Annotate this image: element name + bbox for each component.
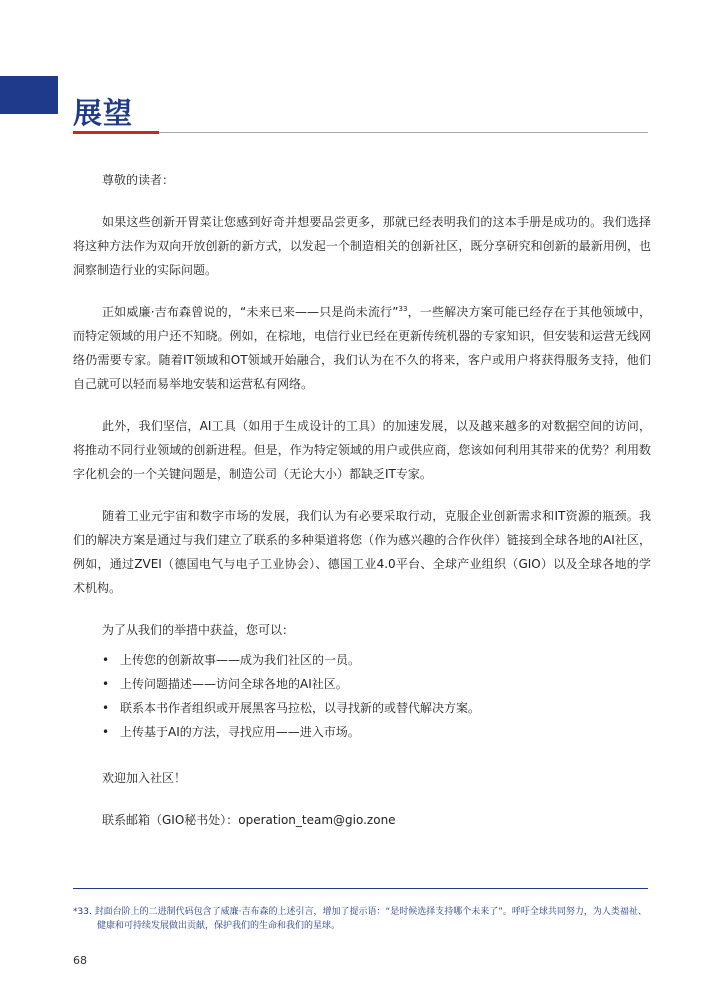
list-item-text: 上传基于AI的方法，寻找应用——进入市场。 bbox=[120, 725, 360, 739]
paragraph-2-rest-text: ，一些解决方案可能已经存在于其他领域中，而特定领域的用户还不知晓。例如，在棕地，电信行业已经在更新传统机器的专家知识，但安装和运营无线网络仍需要专家。随着IT领域和OT领域开始融合，我们认为在不久的将来，客户或用户将获得服务支持，他们自己就可以轻而易举地安装和运营私有网络。 bbox=[73, 305, 651, 391]
list-item bbox=[73, 672, 651, 696]
body-content bbox=[73, 168, 651, 850]
benefit-list bbox=[73, 648, 651, 744]
paragraph-1: 如果这些创新开胃菜让您感到好奇并想要品尝更多，那就已经表明我们的这本手册是成功的。我们选择将这种方法作为双向开放创新的新方式，以发起一个制造相关的创新社区，既分享研究和创新的最新用例，也洞察制造行业的实际问题。 bbox=[73, 215, 651, 277]
bullet-icon: • bbox=[102, 653, 110, 667]
paragraph-2-quote-text: 正如威廉·吉布森曾说的，“未来已来——只是尚未流行” bbox=[102, 305, 399, 319]
title-divider-accent bbox=[73, 131, 159, 134]
bullet-icon: • bbox=[102, 725, 110, 739]
title-divider bbox=[73, 132, 648, 133]
list-item-text: 上传您的创新故事——成为我们社区的一员。 bbox=[120, 653, 361, 667]
footnote-divider bbox=[73, 888, 648, 889]
list-item-text: 上传问题描述——访问全球各地的AI社区。 bbox=[120, 677, 348, 691]
header-accent-block bbox=[0, 76, 58, 114]
paragraph-4: 随着工业元宇宙和数字市场的发展，我们认为有必要采取行动，克服企业创新需求和IT资源的瓶颈。我们的解决方案是通过与我们建立了联系的多种渠道将您（作为感兴趣的合作伙伴）链接到全球各地的AI社区，例如，通过ZVEI（德国电气与电子工业协会）、德国工业4.0平台、全球产业组织（GIO）以及全球各地的学术机构。 bbox=[73, 509, 651, 595]
list-item bbox=[73, 696, 651, 720]
contact-text: 联系邮箱（GIO秘书处）：operation_team@gio.zone bbox=[102, 813, 396, 827]
benefit-intro: 为了从我们的举措中获益，您可以： bbox=[102, 623, 295, 637]
paragraph-2 bbox=[73, 300, 651, 396]
bullet-icon: • bbox=[102, 677, 110, 691]
list-item-text: 联系本书作者组织或开展黑客马拉松，以寻找新的或替代解决方案。 bbox=[120, 701, 481, 715]
paragraph-3: 此外，我们坚信，AI工具（如用于生成设计的工具）的加速发展，以及越来越多的对数据空间的访问，将推动不同行业领域的创新进程。但是，作为特定领域的用户或供应商，您该如何利用其带来的优势？利用数字化机会的一个关键问题是，制造公司（无论大小）都缺乏IT专家。 bbox=[73, 419, 651, 481]
page-title: 展望 bbox=[73, 96, 134, 131]
page-number: 68 bbox=[73, 954, 87, 967]
footnote-reference-33: 33 bbox=[398, 305, 408, 313]
bullet-icon: • bbox=[102, 701, 110, 715]
welcome-text: 欢迎加入社区！ bbox=[102, 771, 187, 785]
footnote-33: *33. 封面台阶上的二进制代码包含了威廉·吉布森的上述引言，增加了提示语：“是时候选择支持哪个未来了”。呼吁全球共同努力，为人类福祉、健康和可持续发展做出贡献，保护我们的生命和我们的星球。 bbox=[73, 907, 647, 931]
salutation: 尊敬的读者： bbox=[102, 173, 175, 187]
list-item bbox=[73, 720, 651, 744]
list-item bbox=[73, 648, 651, 672]
